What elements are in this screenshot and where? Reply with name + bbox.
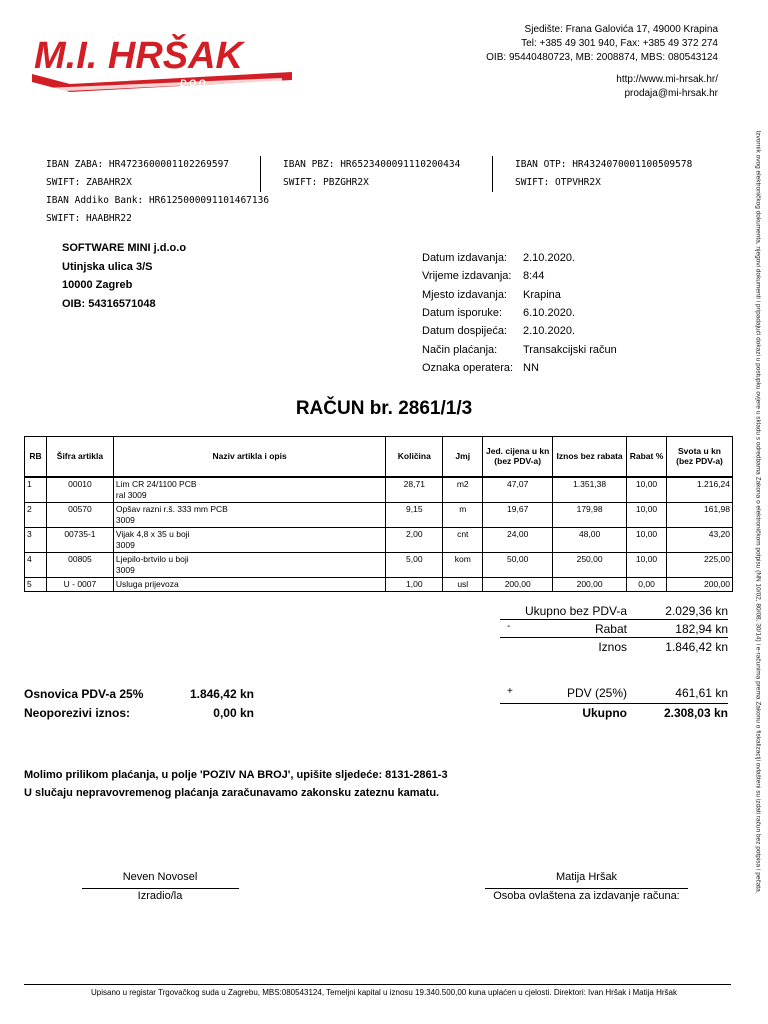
customer-city: 10000 Zagreb [62, 279, 133, 291]
item-desc: 3009 [115, 539, 135, 550]
cell-price: 50,00 [483, 552, 553, 577]
detail-label: Datum isporuke: [422, 307, 503, 319]
customer-name: SOFTWARE MINI j.d.o.o [62, 242, 187, 254]
bank-divider [492, 156, 493, 192]
footer-divider [24, 984, 731, 985]
cell-rb: 3 [25, 527, 47, 552]
cell-name [113, 577, 385, 591]
side-legal-note: Izvornik ovog elektroničkog dokumenta, njegovi dokumenti i pripadajući dokazi u postupku ovjere u skladu s odredbama Zakona o elektroničkom potpisu (NN 10/02, 80/08, 30/14) i e-računima prema Zakonu o fiskalizaciji ovlašteni su izdati račun bez potpisa i pečata. [754, 130, 762, 894]
total-label: Ukupno [582, 706, 627, 720]
detail-label: Način plaćanja: [422, 344, 498, 356]
cell-price: 19,67 [483, 502, 553, 527]
cell-discount: 10,00 [627, 477, 667, 503]
detail-value: Krapina [523, 289, 561, 301]
cell-code: 00735-1 [46, 527, 113, 552]
cell-unit: usl [443, 577, 483, 591]
item-desc: 3009 [115, 514, 135, 525]
exempt-label: Neoporezivi iznos: [24, 706, 131, 720]
total-value: 2.308,03 kn [663, 706, 728, 720]
table-row [25, 527, 733, 552]
table-row [25, 577, 733, 591]
bank-otp-swift: SWIFT: OTPVHR2X [515, 177, 601, 188]
detail-value: NN [523, 362, 539, 374]
table-row [25, 552, 733, 577]
amount-label: Iznos [598, 640, 627, 654]
cell-rb: 4 [25, 552, 47, 577]
item-desc: 3009 [115, 564, 135, 575]
cell-code: U - 0007 [46, 577, 113, 591]
company-email[interactable]: prodaja@mi-hrsak.hr [624, 88, 718, 99]
cell-unit: cnt [443, 527, 483, 552]
company-phone: Tel: +385 49 301 940, Fax: +385 49 372 274 [521, 38, 718, 49]
table-row [25, 477, 733, 503]
detail-value: 2.10.2020. [523, 252, 575, 264]
footer-registration: Upisano u registar Trgovačkog suda u Zagrebu, MBS:080543124, Temeljni kapital u iznosu 19.340.500,00 kuna uplaćen u cjelosti. Direktori: Ivan Hršak i Matija Hršak [91, 988, 677, 997]
detail-label: Datum izdavanja: [422, 252, 507, 264]
detail-value: 2.10.2020. [523, 325, 575, 337]
vat-value: 461,61 kn [675, 686, 728, 700]
table-header-row [25, 437, 733, 477]
cell-name [113, 502, 385, 527]
cell-amount: 250,00 [553, 552, 627, 577]
cell-code: 00010 [46, 477, 113, 503]
bank-divider [260, 156, 261, 192]
customer-street: Utinjska ulica 3/S [62, 261, 153, 273]
column-header: Rabat % [627, 437, 667, 477]
customer-oib: OIB: 54316571048 [62, 298, 156, 310]
cell-price: 47,07 [483, 477, 553, 503]
payment-note: Molimo prilikom plaćanja, u polje 'POZIV NA BROJ', upišite sljedeće: 8131-2861-3 [24, 769, 448, 781]
cell-rb: 2 [25, 502, 47, 527]
cell-name [113, 552, 385, 577]
totals-divider [500, 637, 728, 638]
detail-label: Vrijeme izdavanja: [422, 270, 512, 282]
amount-value: 1.846,42 kn [665, 640, 728, 654]
cell-total: 200,00 [667, 577, 733, 591]
bank-zaba-swift: SWIFT: ZABAHR2X [46, 177, 132, 188]
item-name: Usluga prijevoza [115, 578, 179, 589]
cell-amount: 179,98 [553, 502, 627, 527]
vat-base-label: Osnovica PDV-a 25% [24, 687, 144, 701]
cell-unit: kom [443, 552, 483, 577]
detail-label: Mjesto izdavanja: [422, 289, 507, 301]
minus-sign: - [507, 621, 511, 632]
subtotal-value: 2.029,36 kn [665, 604, 728, 618]
late-payment-note: U slučaju nepravovremenog plaćanja zaračunavamo zakonsku zateznu kamatu. [24, 787, 440, 799]
authorized-name: Matija Hršak [555, 871, 618, 883]
cell-discount: 10,00 [627, 527, 667, 552]
cell-name [113, 527, 385, 552]
invoice-title: RAČUN br. 2861/1/3 [295, 398, 473, 419]
issuer-name: Neven Novosel [122, 871, 198, 883]
exempt-value: 0,00 kn [213, 706, 254, 720]
cell-amount: 48,00 [553, 527, 627, 552]
cell-total: 1.216,24 [667, 477, 733, 503]
discount-label: Rabat [594, 622, 627, 636]
bank-zaba-iban: IBAN ZABA: HR4723600001102269597 [46, 159, 230, 170]
authorized-role: Osoba ovlaštena za izdavanje računa: [493, 890, 680, 902]
cell-unit: m2 [443, 477, 483, 503]
column-header: RB [25, 437, 47, 477]
logo-subtext: D.O.O. [180, 78, 209, 88]
bank-pbz-swift: SWIFT: PBZGHR2X [283, 177, 369, 188]
cell-qty: 28,71 [386, 477, 443, 503]
bank-addiko-swift: SWIFT: HAABHR22 [46, 213, 132, 224]
cell-qty: 1,00 [386, 577, 443, 591]
cell-discount: 10,00 [627, 502, 667, 527]
cell-price: 200,00 [483, 577, 553, 591]
issuer-role: Izradio/la [137, 890, 183, 902]
cell-qty: 9,15 [386, 502, 443, 527]
signature-line [485, 888, 688, 889]
bank-pbz-iban: IBAN PBZ: HR6523400091110200434 [283, 159, 461, 170]
company-address: Sjedište: Frana Galovića 17, 49000 Krapina [524, 24, 718, 35]
cell-qty: 5,00 [386, 552, 443, 577]
cell-amount: 1.351,38 [553, 477, 627, 503]
items-table [24, 436, 733, 592]
bank-addiko-iban: IBAN Addiko Bank: HR6125000091101467136 [46, 195, 270, 206]
cell-total: 225,00 [667, 552, 733, 577]
column-header: Šifra artikla [46, 437, 113, 477]
cell-rb: 5 [25, 577, 47, 591]
detail-value: 6.10.2020. [523, 307, 575, 319]
cell-code: 00805 [46, 552, 113, 577]
discount-value: 182,94 kn [675, 622, 728, 636]
item-name: Lim CR 24/1100 PCB [115, 478, 197, 489]
item-name: Vijak 4,8 x 35 u boji [115, 528, 190, 539]
company-ids: OIB: 95440480723, MB: 2008874, MBS: 080543124 [486, 52, 718, 63]
signature-line [82, 888, 239, 889]
bank-otp-iban: IBAN OTP: HR4324070001100509578 [515, 159, 693, 170]
company-web[interactable]: http://www.mi-hrsak.hr/ [616, 74, 718, 85]
column-header: Jmj [443, 437, 483, 477]
plus-sign: + [507, 686, 513, 697]
cell-discount: 10,00 [627, 552, 667, 577]
company-logo [30, 28, 300, 96]
cell-rb: 1 [25, 477, 47, 503]
cell-discount: 0,00 [627, 577, 667, 591]
table-row [25, 502, 733, 527]
cell-amount: 200,00 [553, 577, 627, 591]
detail-value: Transakcijski račun [523, 344, 617, 356]
cell-qty: 2,00 [386, 527, 443, 552]
detail-value: 8:44 [523, 270, 545, 282]
item-desc: ral 3009 [115, 489, 147, 500]
vat-label: PDV (25%) [566, 686, 627, 700]
totals-divider [500, 703, 728, 704]
totals-divider [500, 619, 728, 620]
item-name: Ljepilo-brtvilo u boji [115, 553, 189, 564]
item-name: Opšav razni r.š. 333 mm PCB [115, 503, 228, 514]
detail-label: Oznaka operatera: [422, 362, 514, 374]
detail-label: Datum dospijeća: [422, 325, 507, 337]
cell-name [113, 477, 385, 503]
column-header: Količina [386, 437, 443, 477]
column-header: Naziv artikla i opis [113, 437, 385, 477]
cell-price: 24,00 [483, 527, 553, 552]
cell-total: 161,98 [667, 502, 733, 527]
subtotal-label: Ukupno bez PDV-a [524, 604, 627, 618]
cell-total: 43,20 [667, 527, 733, 552]
column-header: Svota u kn (bez PDV-a) [667, 437, 733, 477]
cell-unit: m [443, 502, 483, 527]
logo-text: M.I. HRŠAK [34, 35, 243, 77]
column-header: Iznos bez rabata [553, 437, 627, 477]
column-header: Jed. cijena u kn (bez PDV-a) [483, 437, 553, 477]
cell-code: 00570 [46, 502, 113, 527]
vat-base-value: 1.846,42 kn [189, 687, 254, 701]
